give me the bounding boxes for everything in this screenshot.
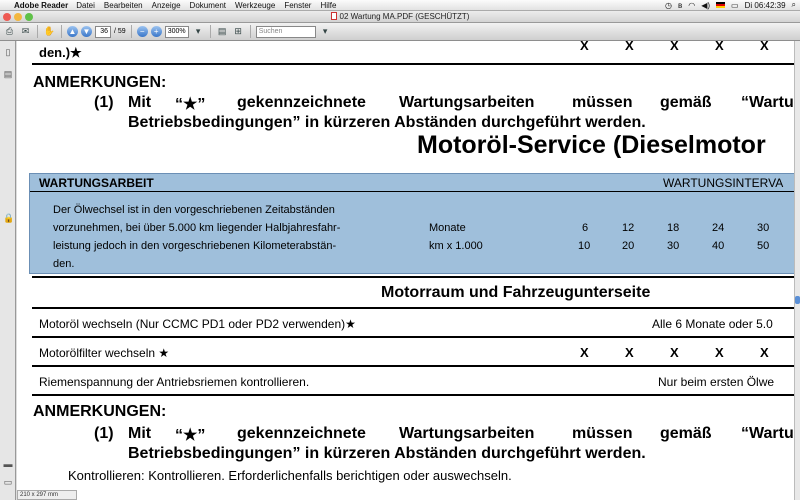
km-20: 20 <box>622 240 635 252</box>
menu-datei[interactable]: Datei <box>76 0 95 10</box>
top-row-x-2: X <box>625 41 634 53</box>
time-machine-icon[interactable]: ◷ <box>664 0 672 10</box>
bluetooth-icon[interactable]: ʙ <box>677 0 683 10</box>
search-input[interactable]: Suchen <box>256 26 316 38</box>
row-belt-tension: Riemenspannung der Antriebsriemen kontrollieren. <box>39 375 310 389</box>
lock-icon[interactable]: 🔒 <box>3 213 15 223</box>
note-2-line-1: (1) Mit “★” gekennzeichnete Wartungsarbeiten müssen gemäß “Wartu <box>94 425 794 444</box>
print-icon[interactable]: ⎙ <box>5 26 14 36</box>
box-desc-line-3: leistung jedoch in den vorgeschriebenen Kilometerabstän- <box>53 240 337 252</box>
page-number-input[interactable]: 36 <box>95 26 111 38</box>
row-oil-filter: Motorölfilter wechseln ★ <box>39 346 170 360</box>
zoom-level-select[interactable]: 300% <box>165 26 189 38</box>
zoom-out-button[interactable]: − <box>137 26 148 37</box>
top-row-x-3: X <box>670 41 679 53</box>
menu-hilfe[interactable]: Hilfe <box>320 0 337 10</box>
window-title-bar <box>0 11 800 23</box>
box-head-left: WARTUNGSARBEIT <box>39 176 154 190</box>
top-row-label: den.)★ <box>39 45 82 60</box>
window-title: 02 Wartung MA.PDF (GESCHÜTZT) <box>339 12 470 21</box>
unit-km: km x 1.000 <box>429 240 483 252</box>
km-50: 50 <box>757 240 770 252</box>
top-row-x-1: X <box>580 41 589 53</box>
months-24: 24 <box>712 222 725 234</box>
top-row-x-4: X <box>715 41 724 53</box>
menu-clock[interactable]: Di 06:42:39 <box>744 0 786 10</box>
note-1-line-1: (1) Mit “★” gekennzeichnete Wartungsarbeiten müssen gemäß “Wartu <box>94 94 794 113</box>
menu-bearbeiten[interactable]: Bearbeiten <box>103 0 143 10</box>
months-12: 12 <box>622 222 635 234</box>
months-18: 18 <box>667 222 680 234</box>
maintenance-interval-box <box>29 173 794 274</box>
page-size-status: 210 x 297 mm <box>17 490 77 500</box>
note-1-line-2: Betriebsbedingungen” in kürzeren Abständen durchgeführt werden. <box>128 114 646 131</box>
comments-icon[interactable]: ▬ <box>3 459 13 469</box>
navigation-pane <box>0 41 16 500</box>
scrollbar-thumb[interactable] <box>795 296 800 304</box>
km-40: 40 <box>712 240 725 252</box>
page-thumbnails-icon[interactable]: ▯ <box>5 47 11 57</box>
divider <box>32 63 794 65</box>
volume-icon[interactable]: ◀) <box>701 0 711 10</box>
comment-list-icon[interactable]: ▭ <box>3 477 13 487</box>
months-30: 30 <box>757 222 770 234</box>
menu-app-name[interactable]: Adobe Reader <box>14 0 69 10</box>
toolbar <box>0 23 800 41</box>
unit-months: Monate <box>429 222 466 234</box>
menu-fenster[interactable]: Fenster <box>284 0 312 10</box>
menu-werkzeuge[interactable]: Werkzeuge <box>235 0 276 10</box>
menu-dokument[interactable]: Dokument <box>189 0 227 10</box>
attachments-icon[interactable]: ▤ <box>3 69 13 79</box>
wifi-icon[interactable]: ◠ <box>688 0 696 10</box>
row-oil-change: Motoröl wechseln (Nur CCMC PD1 oder PD2 verwenden)★ <box>39 317 356 331</box>
battery-icon[interactable]: ▭ <box>731 0 739 10</box>
fit-page-icon[interactable]: ▤ <box>217 26 227 36</box>
zoom-dropdown-icon[interactable]: ▾ <box>195 26 201 36</box>
top-row-x-5: X <box>760 41 769 53</box>
km-30: 30 <box>667 240 680 252</box>
fit-width-icon[interactable]: ⊞ <box>234 26 242 36</box>
box-desc-line-4: den. <box>53 258 75 270</box>
zoom-in-button[interactable]: + <box>151 26 162 37</box>
note-2-line-2: Betriebsbedingungen” in kürzeren Abständen durchgeführt werden. <box>128 445 646 462</box>
previous-page-button[interactable]: ▲ <box>68 27 77 36</box>
box-desc-line-2: vorzunehmen, bei über 5.000 km liegender Halbjahresfahr- <box>53 222 341 234</box>
box-desc-line-1: Der Ölwechsel ist in den vorgeschriebenen Zeitabständen <box>53 204 335 216</box>
box-head-right: WARTUNGSINTERVA <box>663 176 784 190</box>
menu-bar <box>0 0 800 11</box>
spotlight-icon[interactable]: ⌕ <box>791 0 796 9</box>
hand-tool-icon[interactable]: ✋ <box>43 26 56 36</box>
note-3: Kontrollieren: Kontrollieren. Erforderlichenfalls berichtigen oder auswechseln. <box>68 468 512 483</box>
notes-title-2: ANMERKUNGEN: <box>33 403 167 420</box>
pdf-page: den.)★ X X X X X ANMERKUNGEN: (1) Mit “★” gekennzeichnete Wartungsarbeiten müssen gemäß “Wartu Betriebsbedingungen” in kürzeren Abständen durchgeführt werden. Motoröl-Service (Dieselmotor WARTUNGSARBEIT WARTUNGSINTERVA Der Ölwechsel ist in den vorgeschriebenen Zeitabständen vorzunehmen, bei über 5.000 km liegender Halbjahresfahr- leistung jedoch in den vorgeschriebenen Kilometerabstän- den. Monate km x 1.000 6 12 18 24 30 10 20 30 40 50 Motorraum und Fahrzeugunterseite Motoröl wechseln (Nur CCMC PD1 oder PD2 verwenden)★ Alle 6 Monate oder 5.0 Motorölfilter wechseln ★ X X X X X Riemenspannung der Antriebsriemen kontrollieren. Nur beim ersten Ölwe ANMERKUNGEN: (1) Mit “★” gekennzeichnete Wartungsarbeiten müssen gemäß “Wartu Betriebsbedingungen” in kürzeren Abständen durchgeführt werden. Kontrollieren: Kontrollieren. Erforderlichenfalls berichtigen oder auswechseln. <box>17 41 794 500</box>
row-belt-tension-interval: Nur beim ersten Ölwe <box>658 375 775 389</box>
months-6: 6 <box>582 222 589 234</box>
email-icon[interactable]: ✉ <box>21 26 30 36</box>
pdf-document-icon <box>331 12 337 20</box>
menu-anzeige[interactable]: Anzeige <box>151 0 181 10</box>
row-oil-change-interval: Alle 6 Monate oder 5.0 <box>652 317 773 331</box>
search-options-icon[interactable]: ▾ <box>322 26 328 36</box>
input-language-flag-icon[interactable] <box>716 2 725 8</box>
vertical-scrollbar[interactable] <box>794 41 800 500</box>
next-page-button[interactable]: ▼ <box>82 27 91 36</box>
km-10: 10 <box>578 240 591 252</box>
sub-title: Motorraum und Fahrzeugunterseite <box>381 284 651 301</box>
section-title: Motoröl-Service (Dieselmotor <box>417 131 766 159</box>
notes-title-1: ANMERKUNGEN: <box>33 74 167 91</box>
page-total: / 59 <box>114 28 126 35</box>
